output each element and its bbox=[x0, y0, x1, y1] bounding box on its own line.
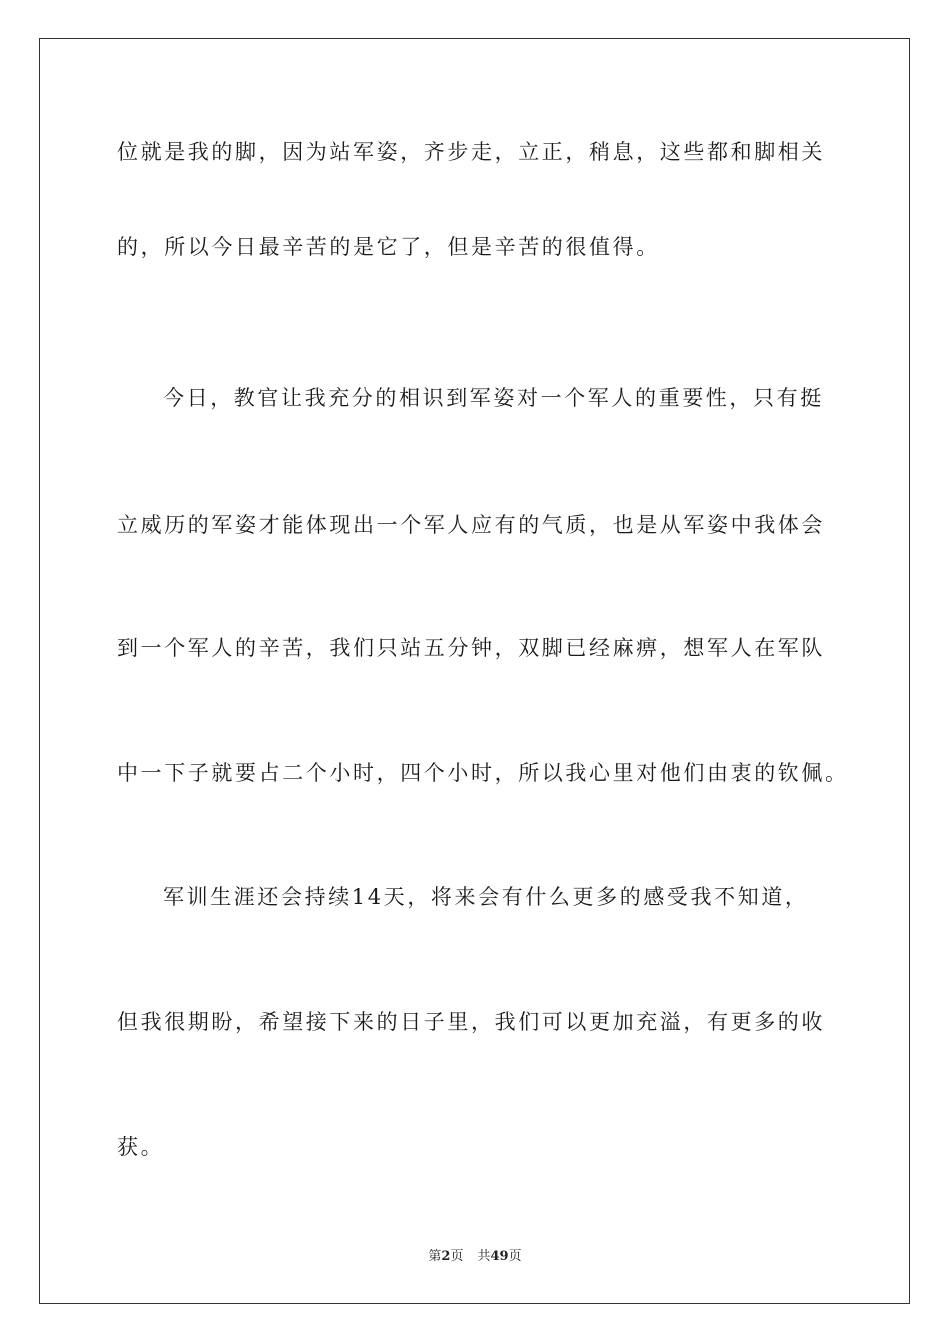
text-line-6: 中一下子就要占二个小时，四个小时，所以我心里对他们由衷的钦佩。 bbox=[117, 761, 849, 785]
page-suffix: 页 bbox=[450, 1249, 464, 1264]
text-line-4: 立威历的军姿才能体现出一个军人应有的气质，也是从军姿中我体会 bbox=[117, 513, 825, 537]
page-prefix: 第 bbox=[428, 1249, 442, 1264]
text-line-2: 的，所以今日最辛苦的是它了，但是辛苦的很值得。 bbox=[117, 235, 660, 259]
total-pages: 49 bbox=[490, 1249, 509, 1264]
text-line-8: 但我很期盼，希望接下来的日子里，我们可以更加充溢，有更多的收 bbox=[117, 1010, 825, 1034]
page-number: 2 bbox=[441, 1249, 451, 1264]
page-footer bbox=[0, 1248, 950, 1266]
text-line-9: 获。 bbox=[117, 1135, 165, 1159]
page-border bbox=[39, 38, 910, 1304]
text-line-7: 军训生涯还会持续14天，将来会有什么更多的感受我不知道， bbox=[163, 885, 809, 909]
text-line-3: 今日，教官让我充分的相识到军姿对一个军人的重要性，只有挺 bbox=[163, 386, 824, 410]
text-line-5: 到一个军人的辛苦，我们只站五分钟，双脚已经麻痹，想军人在军队 bbox=[117, 636, 825, 660]
text-line-1: 位就是我的脚，因为站军姿，齐步走，立正，稍息，这些都和脚相关 bbox=[117, 140, 825, 164]
total-prefix: 共 bbox=[477, 1249, 491, 1264]
total-suffix: 页 bbox=[508, 1249, 522, 1264]
